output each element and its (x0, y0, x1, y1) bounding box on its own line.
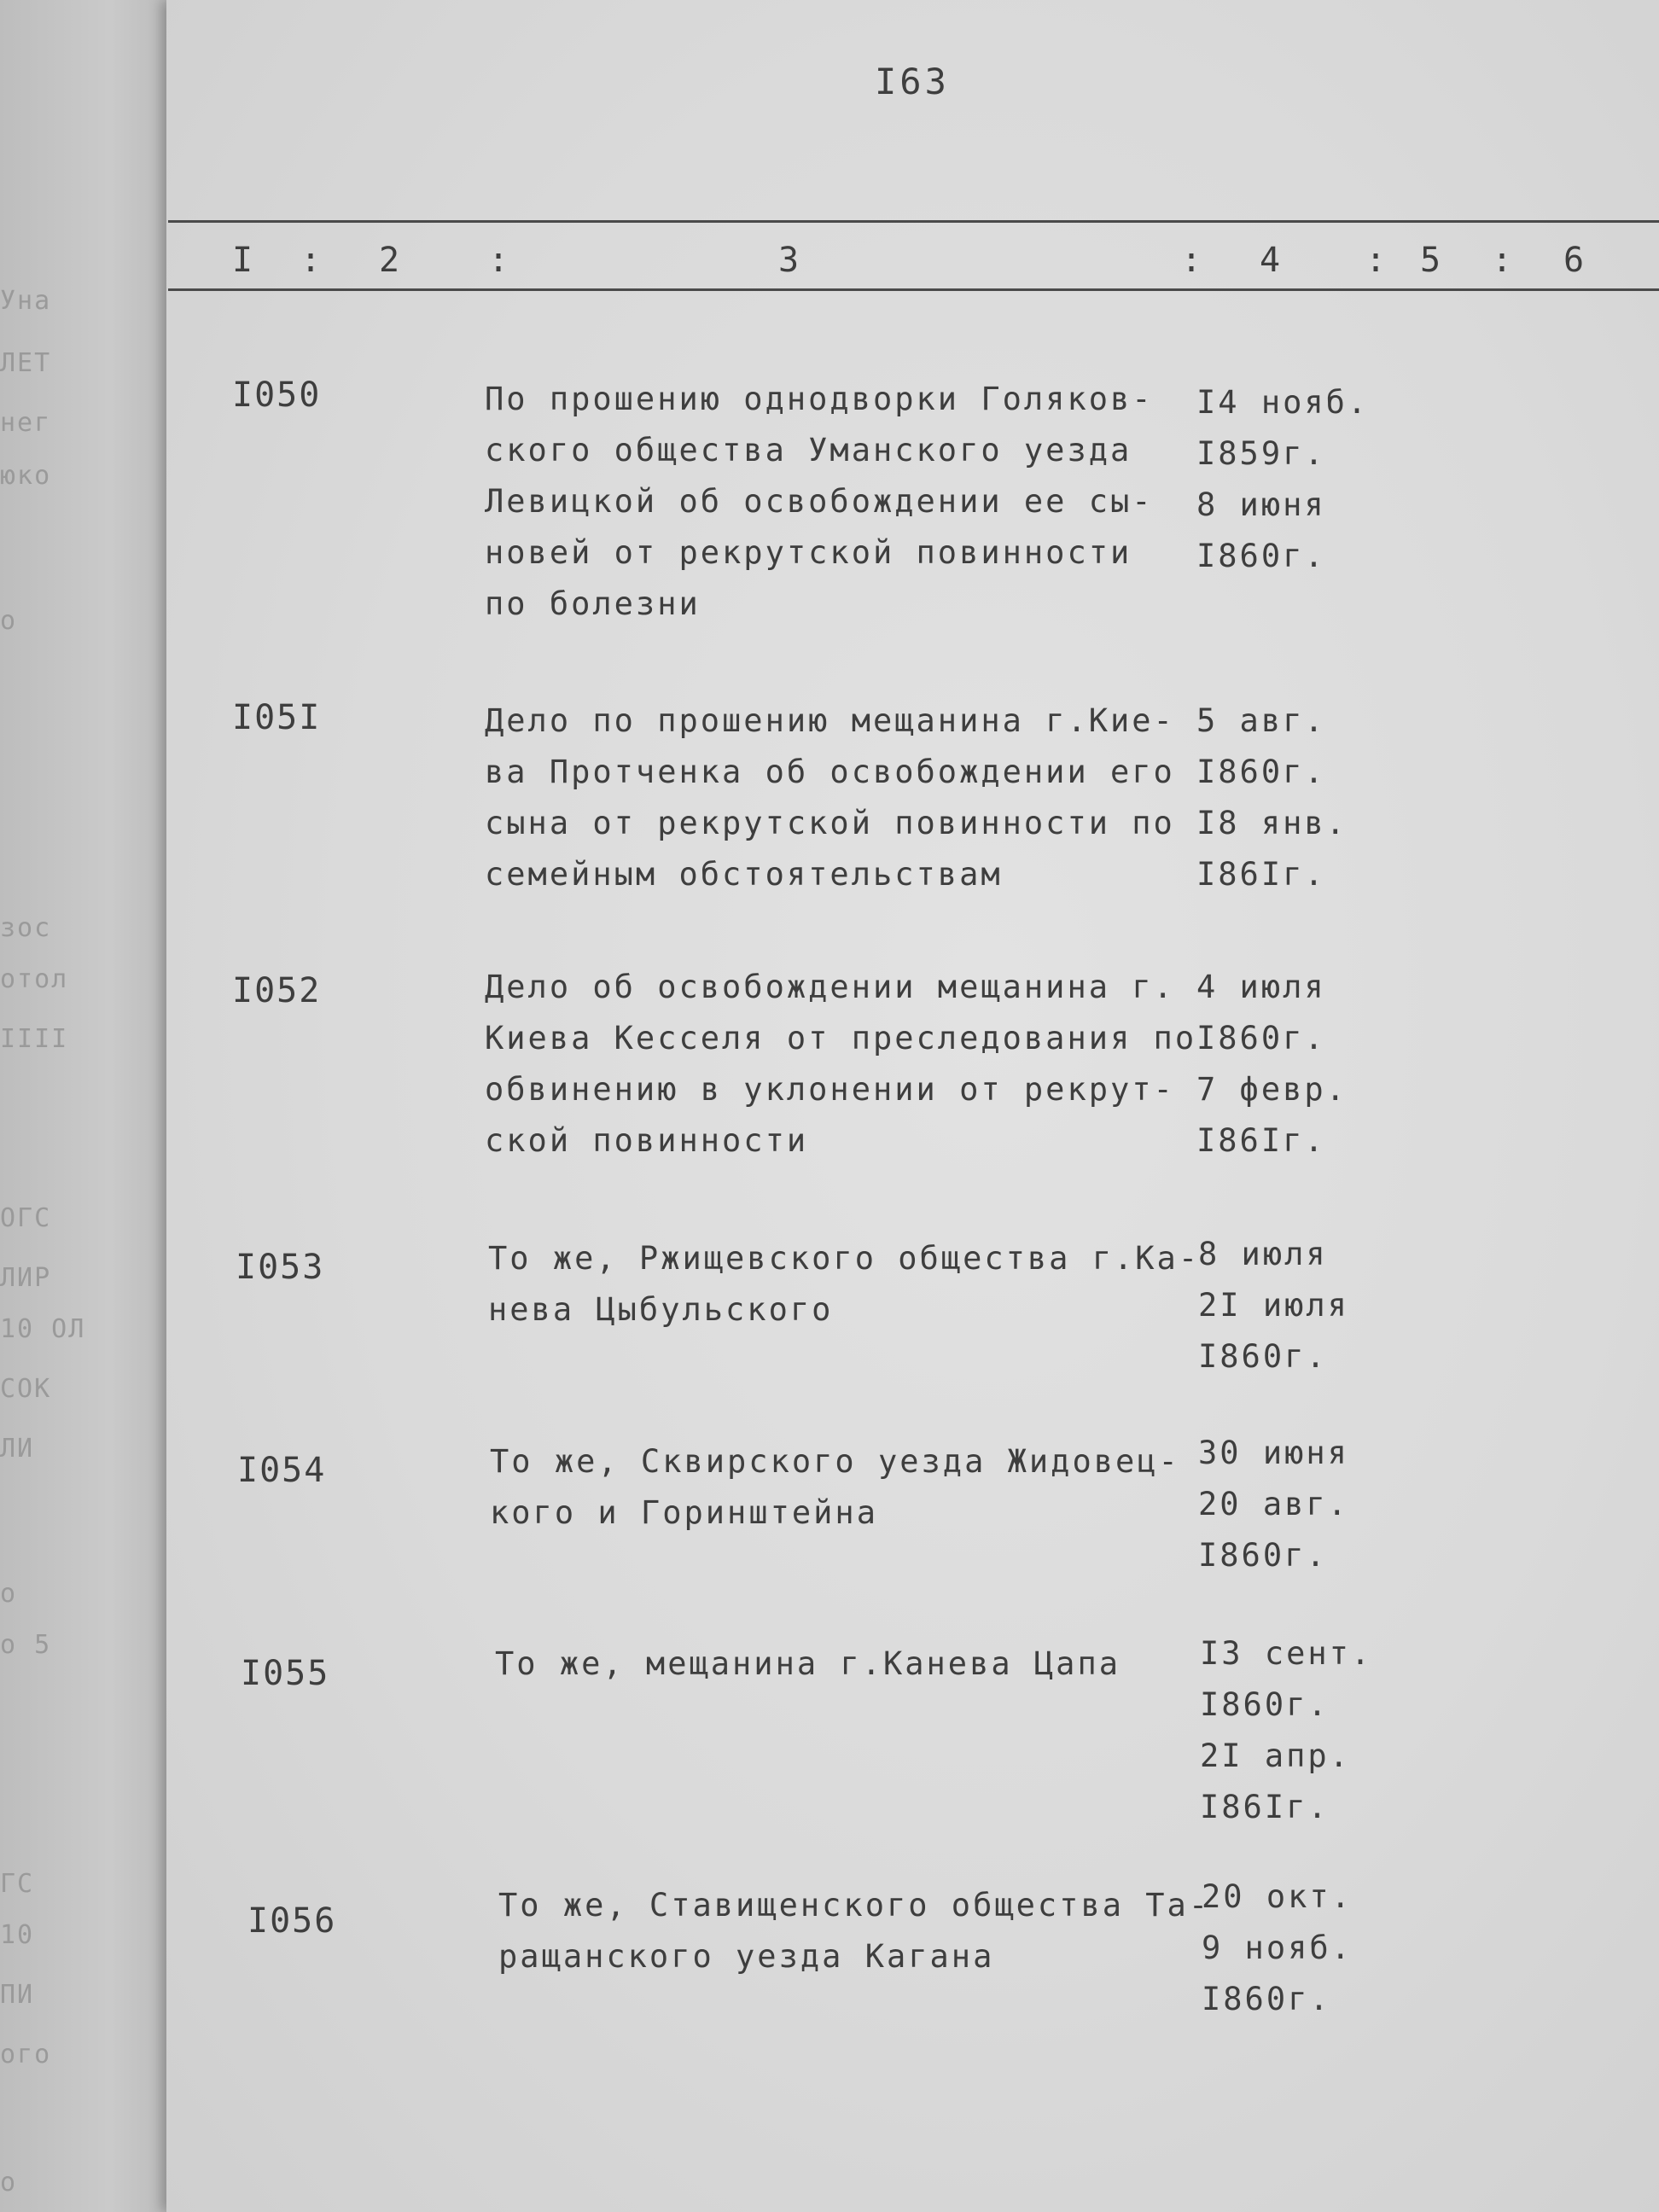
entry-description (488, 1233, 1200, 1336)
column-header-1: I (232, 241, 253, 280)
date-line: I3 сент. (1200, 1635, 1373, 1672)
table-top-rule (168, 220, 1659, 223)
underlying-text-fragment: ЛИ (0, 1434, 35, 1464)
entry-number: I05I (232, 698, 322, 737)
description-line: То же, мещанина г.Канева Цапа (495, 1645, 1121, 1682)
date-line: I860г. (1200, 1686, 1330, 1723)
date-line: 2I июля (1198, 1287, 1349, 1324)
description-line: обвинению в уклонении от рекрут- (485, 1071, 1175, 1108)
underlying-text-fragment: Уна (0, 286, 52, 316)
description-line: По прошению однодворки Голяков- (485, 381, 1154, 417)
column-separator: : (1492, 241, 1513, 280)
date-line: 8 июня (1196, 486, 1326, 523)
column-separator: : (300, 241, 322, 280)
column-header-6: 6 (1563, 241, 1585, 280)
date-line: 4 июля (1196, 969, 1326, 1005)
column-header-3: 3 (778, 241, 800, 280)
entry-description (498, 1880, 1210, 1982)
date-line: I859г. (1196, 435, 1326, 472)
description-line: семейным обстоятельствам (485, 856, 1003, 893)
entry-number: I052 (232, 971, 322, 1010)
description-line: ского общества Уманского уезда (485, 432, 1132, 469)
underlying-text-fragment: ГС (0, 1869, 35, 1899)
date-line: 8 июля (1198, 1236, 1328, 1272)
page-number: I63 (875, 61, 950, 102)
date-line: 5 авг. (1196, 702, 1326, 739)
description-line: нева Цыбульского (488, 1291, 834, 1328)
date-line: 9 нояб. (1202, 1930, 1353, 1966)
column-separator: : (488, 241, 509, 280)
description-line: Дело об освобождении мещанина г. (485, 969, 1175, 1005)
description-line: Дело по прошению мещанина г.Кие- (485, 702, 1175, 739)
date-line: I86Iг. (1196, 1122, 1326, 1159)
date-line: I860г. (1196, 538, 1326, 574)
date-line: I860г. (1196, 1020, 1326, 1057)
underlying-text-fragment: отол (0, 964, 69, 994)
entry-dates (1202, 1871, 1353, 2025)
date-line: I860г. (1196, 754, 1326, 790)
entry-description (485, 696, 1175, 900)
underlying-text-fragment: о (0, 2168, 18, 2197)
date-line: I86Iг. (1200, 1789, 1330, 1825)
entry-dates (1196, 696, 1348, 900)
entry-description (485, 962, 1196, 1167)
underlying-text-fragment: о (0, 606, 18, 636)
description-line: по болезни (485, 585, 701, 622)
entry-dates (1196, 377, 1369, 582)
underlying-text-fragment: нег (0, 408, 52, 438)
date-line: 7 февр. (1196, 1071, 1348, 1108)
description-line: ской повинности (485, 1122, 809, 1159)
entry-number: I056 (247, 1901, 337, 1941)
entry-dates (1198, 1428, 1349, 1581)
underlying-page-edge (0, 0, 183, 2212)
underlying-text-fragment: СОК (0, 1374, 52, 1404)
entry-description (490, 1436, 1180, 1539)
date-line: 30 июня (1198, 1435, 1349, 1471)
entry-number: I054 (237, 1451, 327, 1490)
date-line: I860г. (1198, 1338, 1328, 1375)
description-line: То же, Ставищенского общества Та- (498, 1887, 1211, 1924)
underlying-text-fragment: о 5 (0, 1630, 52, 1660)
date-line: I860г. (1202, 1981, 1331, 2017)
description-line: новей от рекрутской повинности (485, 534, 1132, 571)
underlying-text-fragment: 10 (0, 1920, 35, 1950)
column-header-4: 4 (1260, 241, 1281, 280)
description-line: Левицкой об освобождении ее сы- (485, 483, 1154, 520)
underlying-text-fragment: ЛЕТ (0, 348, 52, 378)
description-line: сына от рекрутской повинности по (485, 805, 1175, 841)
entry-number: I053 (236, 1248, 325, 1287)
entry-dates (1200, 1628, 1372, 1833)
date-line: I4 нояб. (1196, 384, 1370, 421)
underlying-text-fragment: зос (0, 913, 52, 943)
entry-number: I050 (232, 375, 322, 415)
date-line: I860г. (1198, 1537, 1328, 1574)
entry-number: I055 (241, 1654, 330, 1693)
description-line: То же, Ржищевского общества г.Ка- (488, 1240, 1201, 1277)
date-line: 20 окт. (1202, 1878, 1353, 1915)
underlying-text-fragment: юко (0, 461, 52, 491)
column-header-5: 5 (1420, 241, 1441, 280)
underlying-text-fragment: ПИ (0, 1980, 35, 2010)
column-separator: : (1181, 241, 1202, 280)
column-header-2: 2 (379, 241, 400, 280)
entry-dates (1198, 1229, 1349, 1382)
underlying-text-fragment: 10 ОЛ (0, 1314, 86, 1344)
column-separator: : (1365, 241, 1387, 280)
date-line: 20 авг. (1198, 1486, 1349, 1522)
underlying-text-fragment: IIII (0, 1024, 69, 1054)
description-line: ращанского уезда Кагана (498, 1938, 995, 1975)
date-line: I8 янв. (1196, 805, 1348, 841)
entry-dates (1196, 962, 1348, 1167)
entry-description (495, 1639, 1121, 1690)
underlying-text-fragment: ого (0, 2040, 52, 2069)
date-line: 2I апр. (1200, 1738, 1351, 1774)
date-line: I86Iг. (1196, 856, 1326, 893)
description-line: ва Протченка об освобождении его (485, 754, 1175, 790)
underlying-text-fragment: о (0, 1579, 18, 1609)
table-header-rule (168, 288, 1659, 291)
description-line: кого и Горинштейна (490, 1494, 878, 1531)
underlying-text-fragment: ОГС (0, 1203, 52, 1233)
entry-description (485, 374, 1154, 630)
description-line: Киева Кесселя от преследования по (485, 1020, 1197, 1057)
underlying-text-fragment: ЛИР (0, 1263, 52, 1293)
description-line: То же, Сквирского уезда Жидовец- (490, 1443, 1180, 1480)
